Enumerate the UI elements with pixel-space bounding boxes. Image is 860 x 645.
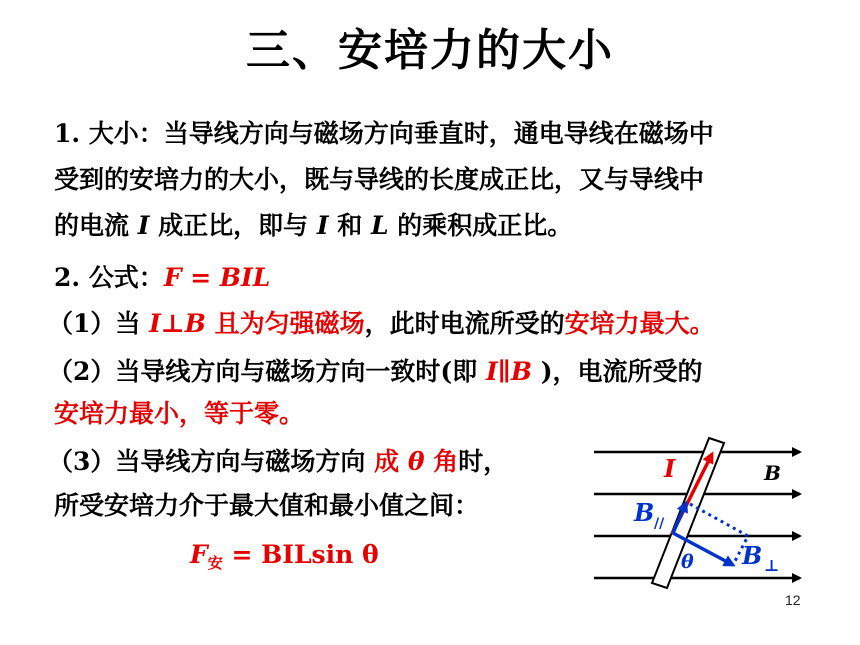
formula: F = BIL [163,263,271,292]
text: 的乘积成正比。 [388,211,573,240]
case-3-text-a: （3）当导线方向与磁场方向 [48,447,375,476]
case-3-red-a: 成 [374,447,408,476]
formula-label: 2. 公式： [54,263,164,292]
paragraph-1-line-1: 1. 大小：当导线方向与磁场方向垂直时，通电导线在磁场中 [54,119,714,148]
label-theta: θ [681,551,694,573]
case-3-red-b: 角 [424,447,459,476]
case-2-text-b: )，电流所受的 [532,357,703,386]
case-3-line-2: 所受安培力介于最大值和最小值之间： [54,491,480,520]
text: 成正比，即与 [149,211,317,240]
text: 的电流 [54,211,138,240]
label-b-parallel-subscript: // [654,516,665,532]
paragraph-1-line-2: 受到的安培力的大小，既与导线的长度成正比，又与导线中 [54,165,705,194]
label-field-b: B [764,461,781,485]
page-title: 三、安培力的大小 [246,25,614,76]
case-2-text-a: （2）当导线方向与磁场方向一致时(即 [48,357,486,386]
case-1-result: 安培力最大。 [564,309,715,338]
label-current-i: I [664,454,676,483]
label-b-parallel: B [634,498,655,527]
case-3-text-b: 时， [458,447,509,476]
formula-rest: = BILsin θ [222,540,379,569]
theta-symbol: θ [407,447,425,476]
case-1-prefix: （1）当 [48,309,150,338]
case-1-condition-mid: 且为匀强磁场 [205,309,365,338]
symbol-i: I [316,211,329,240]
case-1-text: ，此时电流所受的 [364,309,565,338]
page-number: 12 [785,592,801,608]
case-2-condition: I∥B [485,357,532,386]
case-1-condition: I⊥B [149,309,206,338]
symbol-i: I [137,211,150,240]
label-b-perpendicular-subscript: ⊥ [764,556,780,575]
formula-subscript: 安 [207,554,223,572]
formula-f: F [190,540,208,569]
text: 和 [328,211,371,240]
label-b-perpendicular: B [742,541,763,570]
symbol-l: L [370,211,389,240]
case-2-line-2: 安培力最小，等于零。 [54,399,305,428]
